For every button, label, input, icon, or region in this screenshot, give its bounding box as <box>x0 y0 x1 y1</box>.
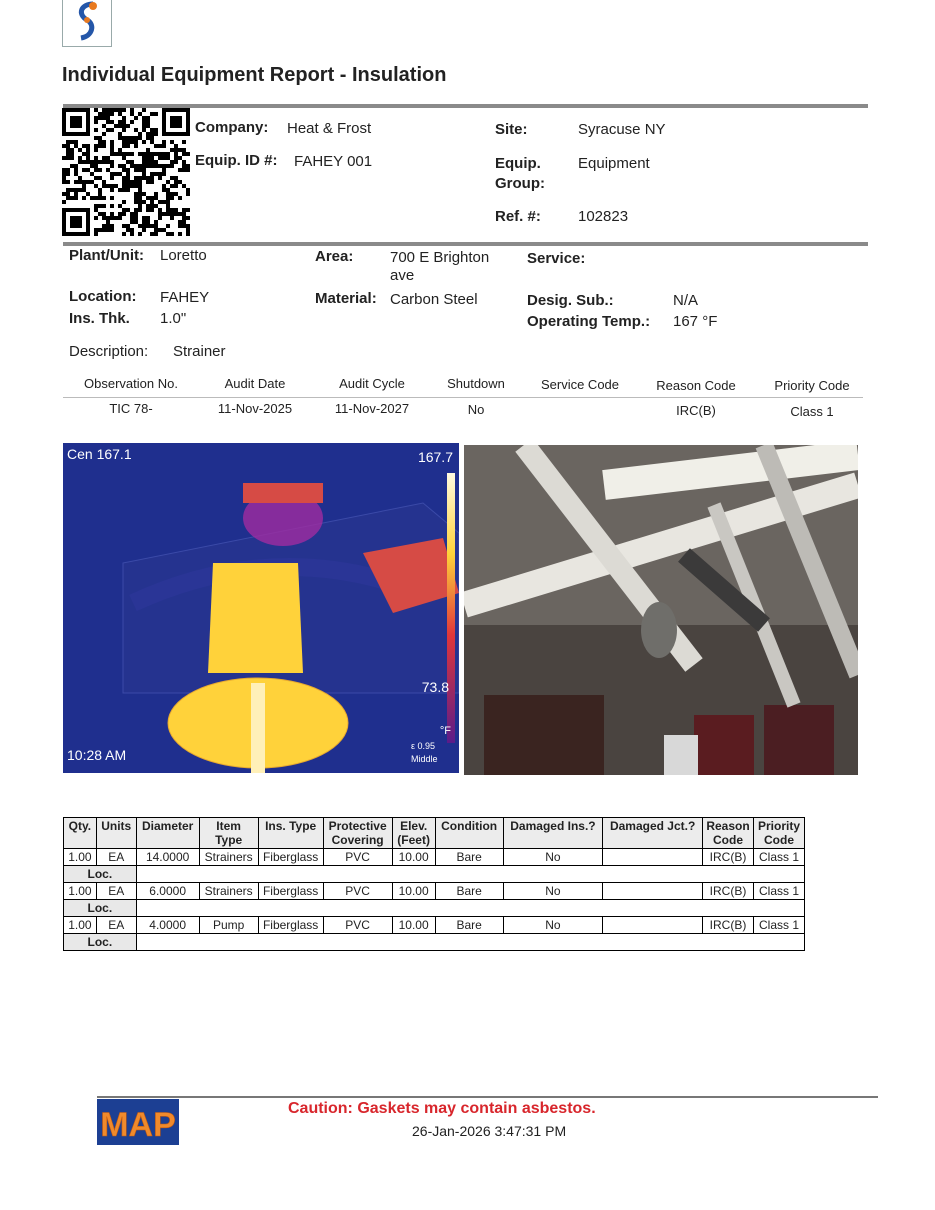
table-row <box>64 883 805 900</box>
equipment-photo <box>464 445 858 775</box>
cell: 14.0000 <box>136 849 199 866</box>
cell: 1.00 <box>64 849 97 866</box>
cell: No <box>503 917 603 934</box>
cell: IRC(B) <box>703 883 754 900</box>
loc-label: Loc. <box>64 934 137 951</box>
cell: EA <box>96 917 136 934</box>
obs-value: Class 1 <box>790 404 834 419</box>
col-header: Condition <box>435 818 503 849</box>
cell: Class 1 <box>754 849 805 866</box>
description-value: Strainer <box>173 343 226 360</box>
location-value: FAHEY <box>160 289 210 306</box>
equip-id-value: FAHEY 001 <box>294 153 373 170</box>
footer-divider <box>97 1096 878 1098</box>
divider <box>63 397 863 398</box>
location-label: Location: <box>69 288 137 305</box>
col-header: Reason Code <box>703 818 754 849</box>
qr-code <box>62 108 190 236</box>
obs-header: Service Code <box>540 377 620 392</box>
thermal-center-temp: Cen 167.1 <box>67 446 132 462</box>
cell: Fiberglass <box>258 849 323 866</box>
obs-header: Priority Code <box>774 378 850 393</box>
cell: PVC <box>323 849 392 866</box>
obs-header: Shutdown <box>447 376 505 391</box>
col-header: Ins. Type <box>258 818 323 849</box>
cell: Strainers <box>199 849 258 866</box>
obs-value: No <box>467 402 485 417</box>
obs-value: 11-Nov-2027 <box>334 401 410 416</box>
cell: Bare <box>435 917 503 934</box>
service-label: Service: <box>527 250 586 267</box>
cell: 1.00 <box>64 917 97 934</box>
col-header: Item Type <box>199 818 258 849</box>
equip-group-value: Equipment <box>578 155 650 172</box>
cell: No <box>503 883 603 900</box>
obs-header: Audit Cycle <box>339 376 405 391</box>
loc-value <box>136 900 804 917</box>
cell: PVC <box>323 883 392 900</box>
company-label: Company: <box>195 119 269 136</box>
area-value: 700 E Brighton ave <box>390 249 490 284</box>
cell: Class 1 <box>754 883 805 900</box>
cell: IRC(B) <box>703 917 754 934</box>
cell: Bare <box>435 883 503 900</box>
page-title: Individual Equipment Report - Insulation <box>62 64 447 86</box>
loc-value <box>136 934 804 951</box>
cell <box>603 849 703 866</box>
thermal-time: 10:28 AM <box>67 747 127 763</box>
cell <box>603 883 703 900</box>
cell: 4.0000 <box>136 917 199 934</box>
col-header: Diameter <box>136 818 199 849</box>
ref-value: 102823 <box>578 208 629 225</box>
obs-value: IRC(B) <box>676 403 716 418</box>
operating-temp-label: Operating Temp.: <box>527 313 651 330</box>
obs-value: 11-Nov-2025 <box>217 401 293 416</box>
cell: IRC(B) <box>703 849 754 866</box>
material-value: Carbon Steel <box>390 291 478 308</box>
table-row <box>64 917 805 934</box>
equipment-table <box>63 817 805 951</box>
thermal-mode: Middle <box>411 754 438 764</box>
loc-value <box>136 866 804 883</box>
timestamp: 26-Jan-2026 3:47:31 PM <box>412 1123 567 1139</box>
cell: Fiberglass <box>258 883 323 900</box>
company-logo <box>62 0 112 47</box>
plant-label: Plant/Unit: <box>69 247 144 264</box>
obs-header: Observation No. <box>84 376 178 391</box>
map-logo <box>97 1099 179 1145</box>
cell: Pump <box>199 917 258 934</box>
obs-header: Reason Code <box>656 378 736 393</box>
col-header: Protective Covering <box>323 818 392 849</box>
thermal-min-temp: 73.8 <box>421 679 449 695</box>
cell <box>603 917 703 934</box>
cell: 1.00 <box>64 883 97 900</box>
desig-sub-label: Desig. Sub.: <box>527 292 614 309</box>
material-label: Material: <box>315 290 377 307</box>
cell: PVC <box>323 917 392 934</box>
loc-row <box>64 900 805 917</box>
cell: 10.00 <box>392 849 435 866</box>
cell: 10.00 <box>392 883 435 900</box>
cell: Class 1 <box>754 917 805 934</box>
loc-label: Loc. <box>64 866 137 883</box>
operating-temp-value: 167 °F <box>673 313 718 330</box>
cell: Strainers <box>199 883 258 900</box>
equip-id-label: Equip. ID #: <box>195 152 278 169</box>
ref-label: Ref. #: <box>495 208 541 225</box>
loc-label: Loc. <box>64 900 137 917</box>
col-header: Damaged Ins.? <box>503 818 603 849</box>
cell: Fiberglass <box>258 917 323 934</box>
cell: EA <box>96 883 136 900</box>
col-header: Qty. <box>64 818 97 849</box>
thermal-max-temp: 167.7 <box>417 449 453 465</box>
ins-thk-label: Ins. Thk. <box>69 310 130 327</box>
cell: 10.00 <box>392 917 435 934</box>
divider <box>63 242 868 246</box>
loc-row <box>64 934 805 951</box>
thermal-image <box>63 443 459 773</box>
table-row <box>64 849 805 866</box>
obs-header: Audit Date <box>224 376 286 391</box>
description-label: Description: <box>69 343 149 360</box>
plant-value: Loretto <box>160 247 207 264</box>
area-label: Area: <box>315 248 354 265</box>
col-header: Elev. (Feet) <box>392 818 435 849</box>
col-header: Priority Code <box>754 818 805 849</box>
desig-sub-value: N/A <box>673 292 699 309</box>
obs-value: TIC 78- <box>109 401 153 416</box>
cell: No <box>503 849 603 866</box>
ins-thk-value: 1.0" <box>160 310 187 327</box>
col-header: Units <box>96 818 136 849</box>
loc-row <box>64 866 805 883</box>
col-header: Damaged Jct.? <box>603 818 703 849</box>
cell: 6.0000 <box>136 883 199 900</box>
thermal-unit: °F <box>439 725 451 737</box>
caution-text: Caution: Gaskets may contain asbestos. <box>288 1100 596 1117</box>
site-value: Syracuse NY <box>578 121 666 138</box>
cell: EA <box>96 849 136 866</box>
map-logo-text: MAP <box>100 1106 176 1144</box>
cell: Bare <box>435 849 503 866</box>
company-value: Heat & Frost <box>287 120 372 137</box>
site-label: Site: <box>495 121 528 138</box>
thermal-emissivity: ε 0.95 <box>411 741 436 751</box>
equip-group-label: Equip. Group: <box>495 155 545 192</box>
